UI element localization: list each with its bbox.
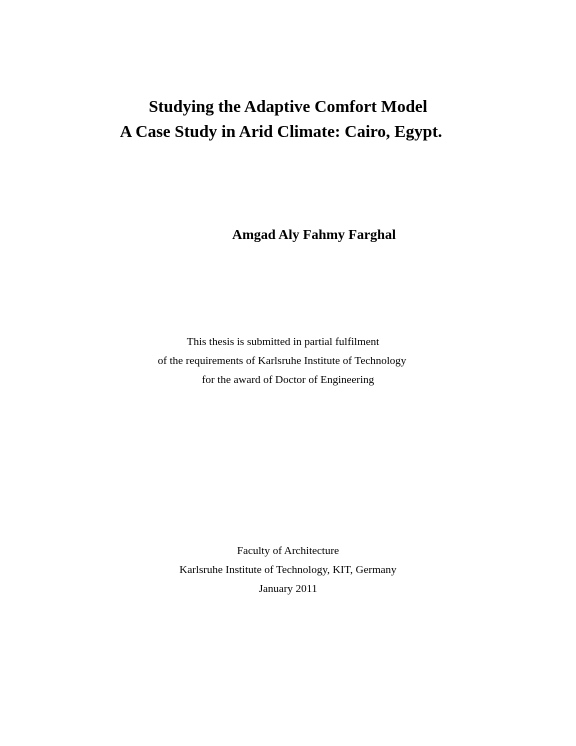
faculty-name: Faculty of Architecture bbox=[236, 545, 340, 557]
author-name: Amgad Aly Fahmy Farghal bbox=[232, 228, 396, 243]
submission-line-3: for the award of Doctor of Engineering bbox=[201, 374, 375, 386]
institute-name: Karlsruhe Institute of Technology, KIT, Germany bbox=[179, 564, 397, 576]
submission-date: January 2011 bbox=[258, 583, 318, 595]
title-line-2: A Case Study in Arid Climate: Cairo, Egypt. bbox=[119, 122, 443, 141]
title-line-1: Studying the Adaptive Comfort Model bbox=[148, 97, 428, 116]
submission-line-2: of the requirements of Karlsruhe Institute of Technology bbox=[157, 355, 407, 367]
submission-line-1: This thesis is submitted in partial fulfilment bbox=[186, 336, 380, 348]
